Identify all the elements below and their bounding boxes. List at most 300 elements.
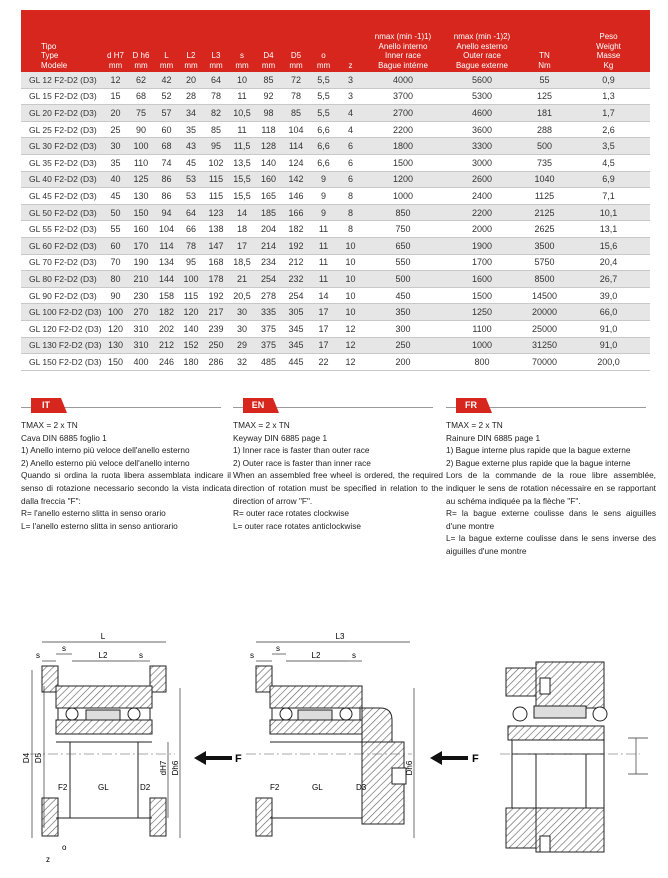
value-cell: 2700 xyxy=(364,105,442,122)
value-cell: 45 xyxy=(179,154,203,171)
value-cell: 42 xyxy=(154,72,179,88)
dim-dh6-label: Dh6 xyxy=(171,760,180,776)
arrow-f-icon xyxy=(430,751,468,765)
value-cell: 114 xyxy=(282,138,310,155)
value-cell: 6 xyxy=(337,138,364,155)
value-cell: 270 xyxy=(128,304,154,321)
value-cell: 182 xyxy=(282,221,310,238)
drawing-f2-d2 xyxy=(22,632,242,864)
value-cell: 55 xyxy=(103,221,128,238)
value-cell: 650 xyxy=(364,237,442,254)
value-cell: 230 xyxy=(128,287,154,304)
column-header-line: L2 xyxy=(186,51,196,60)
value-cell: 160 xyxy=(128,221,154,238)
column-header-line: Modele xyxy=(41,60,68,70)
value-cell: 2625 xyxy=(522,221,567,238)
value-cell: 310 xyxy=(128,320,154,337)
value-cell: 200,0 xyxy=(567,354,650,371)
value-cell: 3300 xyxy=(442,138,522,155)
table-row xyxy=(21,254,650,271)
value-cell: 12 xyxy=(103,72,128,88)
column-header xyxy=(179,10,203,72)
model-cell: GL 45 F2-D2 (D3) xyxy=(21,188,103,205)
value-cell: 85 xyxy=(203,121,229,138)
table-row xyxy=(21,204,650,221)
value-cell: 4000 xyxy=(364,72,442,88)
value-cell: 115 xyxy=(203,188,229,205)
value-cell: 1100 xyxy=(442,320,522,337)
technical-drawings xyxy=(0,628,668,878)
value-cell: 85 xyxy=(282,105,310,122)
value-cell: 34 xyxy=(179,105,203,122)
value-cell: 5750 xyxy=(522,254,567,271)
value-cell: 8 xyxy=(337,188,364,205)
value-cell: 115 xyxy=(179,287,203,304)
value-cell: 78 xyxy=(282,88,310,105)
value-cell: 5,5 xyxy=(310,88,337,105)
note-line: When an assembled free wheel is ordered, the required direction of rotation must be specified in relation to the direction of arrow "F". xyxy=(233,470,443,506)
value-cell: 68 xyxy=(154,138,179,155)
model-cell: GL 25 F2-D2 (D3) xyxy=(21,121,103,138)
column-header-line: D5 xyxy=(290,51,302,60)
label-f2: F2 xyxy=(58,783,68,792)
value-cell: 239 xyxy=(203,320,229,337)
value-cell: 20 xyxy=(179,72,203,88)
value-cell: 181 xyxy=(522,105,567,122)
value-cell: 178 xyxy=(203,271,229,288)
value-cell: 345 xyxy=(282,337,310,354)
value-cell: 9 xyxy=(310,171,337,188)
label-d2: D2 xyxy=(140,783,151,792)
value-cell: 10,1 xyxy=(567,204,650,221)
value-cell: 64 xyxy=(203,72,229,88)
value-cell: 2,6 xyxy=(567,121,650,138)
value-cell: 14 xyxy=(310,287,337,304)
value-cell: 1250 xyxy=(442,304,522,321)
lang-tab-en: EN xyxy=(243,398,273,413)
column-header xyxy=(567,10,650,72)
value-cell: 182 xyxy=(154,304,179,321)
model-cell: GL 60 F2-D2 (D3) xyxy=(21,237,103,254)
value-cell: 144 xyxy=(154,271,179,288)
value-cell: 0,9 xyxy=(567,72,650,88)
value-cell: 202 xyxy=(154,320,179,337)
model-cell: GL 90 F2-D2 (D3) xyxy=(21,287,103,304)
notes-it-body xyxy=(21,419,231,532)
value-cell: 4 xyxy=(337,121,364,138)
value-cell: 30 xyxy=(229,320,255,337)
note-line: 1) Inner race is faster than outer race xyxy=(233,445,370,456)
value-cell: 375 xyxy=(255,320,282,337)
value-cell: 94 xyxy=(154,204,179,221)
value-cell: 32 xyxy=(229,354,255,371)
value-cell: 500 xyxy=(522,138,567,155)
value-cell: 2125 xyxy=(522,204,567,221)
value-cell: 35 xyxy=(103,154,128,171)
model-cell: GL 15 F2-D2 (D3) xyxy=(21,88,103,105)
value-cell: 29 xyxy=(229,337,255,354)
value-cell: 12 xyxy=(337,320,364,337)
column-header xyxy=(522,10,567,72)
value-cell: 15,5 xyxy=(229,188,255,205)
value-cell: 10 xyxy=(337,237,364,254)
value-cell: 142 xyxy=(282,171,310,188)
value-cell: 104 xyxy=(154,221,179,238)
value-cell: 20 xyxy=(103,105,128,122)
note-line: TMAX = 2 x TN xyxy=(233,420,290,430)
column-header xyxy=(442,10,522,72)
note-line: R= la bague externe coulisse dans le sens aiguilles d'une montre xyxy=(446,508,656,531)
column-header-line: d H7 xyxy=(107,51,124,60)
column-header xyxy=(103,10,128,72)
value-cell: 214 xyxy=(255,237,282,254)
table-row xyxy=(21,287,650,304)
value-cell: 254 xyxy=(282,287,310,304)
value-cell: 5300 xyxy=(442,88,522,105)
value-cell: 30 xyxy=(229,304,255,321)
model-cell: GL 55 F2-D2 (D3) xyxy=(21,221,103,238)
notes-fr-body xyxy=(446,419,656,558)
value-cell: 286 xyxy=(203,354,229,371)
note-line: 2) Anello esterno più veloce dell'anello interno xyxy=(21,457,190,468)
value-cell: 22 xyxy=(310,354,337,371)
value-cell: 15,6 xyxy=(567,237,650,254)
value-cell: 10,5 xyxy=(229,105,255,122)
value-cell: 18,5 xyxy=(229,254,255,271)
model-cell: GL 30 F2-D2 (D3) xyxy=(21,138,103,155)
value-cell: 15 xyxy=(103,88,128,105)
column-header xyxy=(21,10,103,72)
value-cell: 98 xyxy=(255,105,282,122)
table-row xyxy=(21,154,650,171)
note-line: 2) Bague externe plus rapide que la bague interne xyxy=(446,457,631,468)
column-header-line: mm xyxy=(261,60,276,70)
value-cell: 11 xyxy=(229,88,255,105)
value-cell: 3 xyxy=(337,88,364,105)
value-cell: 210 xyxy=(128,271,154,288)
column-header-line: Peso xyxy=(599,32,618,41)
value-cell: 86 xyxy=(154,188,179,205)
column-header-line: o xyxy=(321,51,326,60)
value-cell: 3 xyxy=(337,72,364,88)
table-row xyxy=(21,188,650,205)
note-line: 2) Outer race is faster than inner race xyxy=(233,457,371,468)
value-cell: 1,3 xyxy=(567,88,650,105)
value-cell: 234 xyxy=(255,254,282,271)
column-header xyxy=(255,10,282,72)
value-cell: 12 xyxy=(337,337,364,354)
column-header-line: Bague externe xyxy=(455,60,509,70)
column-header xyxy=(154,10,179,72)
value-cell: 130 xyxy=(128,188,154,205)
value-cell: 40 xyxy=(103,171,128,188)
column-header-line: Bague intérne xyxy=(378,60,428,70)
value-cell: 70000 xyxy=(522,354,567,371)
value-cell: 60 xyxy=(154,121,179,138)
value-cell: 120 xyxy=(103,320,128,337)
value-cell: 150 xyxy=(128,204,154,221)
column-header-line: Type xyxy=(41,51,59,60)
value-cell: 1900 xyxy=(442,237,522,254)
value-cell: 5,5 xyxy=(310,72,337,88)
value-cell: 217 xyxy=(203,304,229,321)
value-cell: 6,6 xyxy=(310,154,337,171)
value-cell: 450 xyxy=(364,287,442,304)
column-header-line: mm xyxy=(289,60,303,70)
column-header xyxy=(337,10,364,72)
spec-table xyxy=(21,10,650,371)
value-cell: 57 xyxy=(154,105,179,122)
value-cell: 86 xyxy=(154,171,179,188)
table-row xyxy=(21,271,650,288)
value-cell: 400 xyxy=(128,354,154,371)
value-cell: 104 xyxy=(282,121,310,138)
value-cell: 43 xyxy=(179,138,203,155)
value-cell: 14 xyxy=(229,204,255,221)
value-cell: 300 xyxy=(364,320,442,337)
value-cell: 1125 xyxy=(522,188,567,205)
column-header-line: mm xyxy=(108,60,123,70)
value-cell: 3700 xyxy=(364,88,442,105)
dim-s-label: s xyxy=(62,644,66,653)
value-cell: 110 xyxy=(128,154,154,171)
column-header xyxy=(282,10,310,72)
value-cell: 60 xyxy=(103,237,128,254)
value-cell: 305 xyxy=(282,304,310,321)
model-cell: GL 35 F2-D2 (D3) xyxy=(21,154,103,171)
value-cell: 166 xyxy=(282,204,310,221)
dim-dh7-label: dH7 xyxy=(159,760,168,776)
value-cell: 6,9 xyxy=(567,171,650,188)
column-header-line: mm xyxy=(134,60,148,70)
note-line: Cava DIN 6885 foglio 1 xyxy=(21,432,107,443)
column-header-line: mm xyxy=(159,60,174,70)
label-gl: GL xyxy=(312,783,323,792)
value-cell: 120 xyxy=(179,304,203,321)
value-cell: 66,0 xyxy=(567,304,650,321)
value-cell: 75 xyxy=(128,105,154,122)
value-cell: 10 xyxy=(337,254,364,271)
dim-l2-label: L2 xyxy=(98,651,108,660)
value-cell: 1000 xyxy=(364,188,442,205)
model-cell: GL 120 F2-D2 (D3) xyxy=(21,320,103,337)
model-cell: GL 80 F2-D2 (D3) xyxy=(21,271,103,288)
label-f2: F2 xyxy=(270,783,280,792)
value-cell: 1800 xyxy=(364,138,442,155)
value-cell: 39,0 xyxy=(567,287,650,304)
value-cell: 4,5 xyxy=(567,154,650,171)
value-cell: 10 xyxy=(337,287,364,304)
value-cell: 4600 xyxy=(442,105,522,122)
column-header-line: Inner race xyxy=(384,51,422,60)
dim-dh6-label: Dh6 xyxy=(405,760,414,776)
table-row xyxy=(21,171,650,188)
value-cell: 485 xyxy=(255,354,282,371)
column-header-line: Masse xyxy=(596,51,621,60)
column-header-line: Anello esterno xyxy=(456,41,508,51)
model-cell: GL 130 F2-D2 (D3) xyxy=(21,337,103,354)
value-cell: 102 xyxy=(203,154,229,171)
value-cell: 192 xyxy=(203,287,229,304)
value-cell: 185 xyxy=(255,204,282,221)
value-cell: 8500 xyxy=(522,271,567,288)
value-cell: 192 xyxy=(282,237,310,254)
value-cell: 6,6 xyxy=(310,121,337,138)
value-cell: 288 xyxy=(522,121,567,138)
table-row xyxy=(21,237,650,254)
value-cell: 2000 xyxy=(442,221,522,238)
value-cell: 11,5 xyxy=(229,138,255,155)
value-cell: 250 xyxy=(364,337,442,354)
value-cell: 45 xyxy=(103,188,128,205)
value-cell: 850 xyxy=(364,204,442,221)
value-cell: 254 xyxy=(255,271,282,288)
table-header-row xyxy=(21,10,650,72)
value-cell: 50 xyxy=(103,204,128,221)
value-cell: 190 xyxy=(128,254,154,271)
table-row xyxy=(21,221,650,238)
value-cell: 1000 xyxy=(442,337,522,354)
value-cell: 100 xyxy=(179,271,203,288)
value-cell: 375 xyxy=(255,337,282,354)
value-cell: 11 xyxy=(310,271,337,288)
table-row xyxy=(21,105,650,122)
model-cell: GL 70 F2-D2 (D3) xyxy=(21,254,103,271)
value-cell: 85 xyxy=(255,72,282,88)
value-cell: 6,6 xyxy=(310,138,337,155)
note-line: Rainure DIN 6885 page 1 xyxy=(446,432,541,443)
column-header-line: L xyxy=(164,51,169,60)
value-cell: 74 xyxy=(154,154,179,171)
note-line: 1) Bague interne plus rapide que la bague externe xyxy=(446,445,631,456)
column-header-line: D h6 xyxy=(132,51,150,60)
table-row xyxy=(21,320,650,337)
value-cell: 123 xyxy=(203,204,229,221)
dim-l3-label: L3 xyxy=(335,632,345,641)
value-cell: 78 xyxy=(203,88,229,105)
table-row xyxy=(21,121,650,138)
value-cell: 2200 xyxy=(442,204,522,221)
value-cell: 168 xyxy=(203,254,229,271)
value-cell: 62 xyxy=(128,72,154,88)
model-cell: GL 150 F2-D2 (D3) xyxy=(21,354,103,371)
value-cell: 3500 xyxy=(522,237,567,254)
value-cell: 2600 xyxy=(442,171,522,188)
value-cell: 26,7 xyxy=(567,271,650,288)
column-header-line: nmax (min -1)1) xyxy=(374,32,432,41)
value-cell: 8 xyxy=(337,204,364,221)
value-cell: 11 xyxy=(310,221,337,238)
table-row xyxy=(21,72,650,88)
value-cell: 82 xyxy=(203,105,229,122)
value-cell: 10 xyxy=(337,304,364,321)
value-cell: 11 xyxy=(310,254,337,271)
column-header-line: Anello interno xyxy=(378,41,428,51)
value-cell: 78 xyxy=(179,237,203,254)
value-cell: 17 xyxy=(310,320,337,337)
value-cell: 31250 xyxy=(522,337,567,354)
value-cell: 17 xyxy=(310,304,337,321)
value-cell: 9 xyxy=(310,188,337,205)
value-cell: 200 xyxy=(364,354,442,371)
value-cell: 500 xyxy=(364,271,442,288)
value-cell: 128 xyxy=(255,138,282,155)
column-header-line: nmax (min -1)2) xyxy=(453,32,511,41)
value-cell: 20,4 xyxy=(567,254,650,271)
value-cell: 158 xyxy=(154,287,179,304)
table-body xyxy=(21,72,650,370)
value-cell: 212 xyxy=(282,254,310,271)
value-cell: 90 xyxy=(128,121,154,138)
value-cell: 25 xyxy=(103,121,128,138)
value-cell: 21 xyxy=(229,271,255,288)
value-cell: 246 xyxy=(154,354,179,371)
column-header xyxy=(128,10,154,72)
table-row xyxy=(21,304,650,321)
note-line: L= la bague externe coulisse dans le sens inverse des aiguilles d'une montre xyxy=(446,533,656,556)
dim-s-label: s xyxy=(139,651,143,660)
value-cell: 7,1 xyxy=(567,188,650,205)
value-cell: 140 xyxy=(179,320,203,337)
value-cell: 1600 xyxy=(442,271,522,288)
value-cell: 92 xyxy=(255,88,282,105)
label-o: o xyxy=(62,843,67,852)
value-cell: 147 xyxy=(203,237,229,254)
value-cell: 68 xyxy=(128,88,154,105)
value-cell: 11 xyxy=(310,237,337,254)
table-row xyxy=(21,88,650,105)
value-cell: 445 xyxy=(282,354,310,371)
table-row xyxy=(21,138,650,155)
value-cell: 180 xyxy=(179,354,203,371)
value-cell: 2200 xyxy=(364,121,442,138)
value-cell: 345 xyxy=(282,320,310,337)
note-line: R= l'anello esterno slitta in senso orario xyxy=(21,508,166,519)
column-header-line: z xyxy=(348,60,353,70)
value-cell: 72 xyxy=(282,72,310,88)
column-header xyxy=(310,10,337,72)
value-cell: 1500 xyxy=(442,287,522,304)
lang-tab-it: IT xyxy=(31,398,61,413)
value-cell: 6 xyxy=(337,171,364,188)
note-line: Lors de la commande de la roue libre assemblée, indiquer le sens de rotation nécessaire en se rapportant au schéma indiquée pa la flèche "F". xyxy=(446,470,656,506)
value-cell: 20,5 xyxy=(229,287,255,304)
dim-d5-label: D5 xyxy=(34,752,43,764)
value-cell: 17 xyxy=(310,337,337,354)
value-cell: 146 xyxy=(282,188,310,205)
value-cell: 95 xyxy=(179,254,203,271)
value-cell: 1700 xyxy=(442,254,522,271)
column-header xyxy=(229,10,255,72)
note-line: Keyway DIN 6885 page 1 xyxy=(233,432,328,443)
value-cell: 30 xyxy=(103,138,128,155)
value-cell: 735 xyxy=(522,154,567,171)
value-cell: 278 xyxy=(255,287,282,304)
column-header-line: Weight xyxy=(596,41,621,51)
value-cell: 1,7 xyxy=(567,105,650,122)
value-cell: 160 xyxy=(255,171,282,188)
value-cell: 114 xyxy=(154,237,179,254)
value-cell: 350 xyxy=(364,304,442,321)
value-cell: 6 xyxy=(337,154,364,171)
note-line: R= outer race rotates clockwise xyxy=(233,508,349,519)
drawing-section-view xyxy=(500,662,648,852)
value-cell: 100 xyxy=(128,138,154,155)
column-header-line: mm xyxy=(235,60,249,70)
value-cell: 70 xyxy=(103,254,128,271)
value-cell: 124 xyxy=(282,154,310,171)
value-cell: 18 xyxy=(229,221,255,238)
